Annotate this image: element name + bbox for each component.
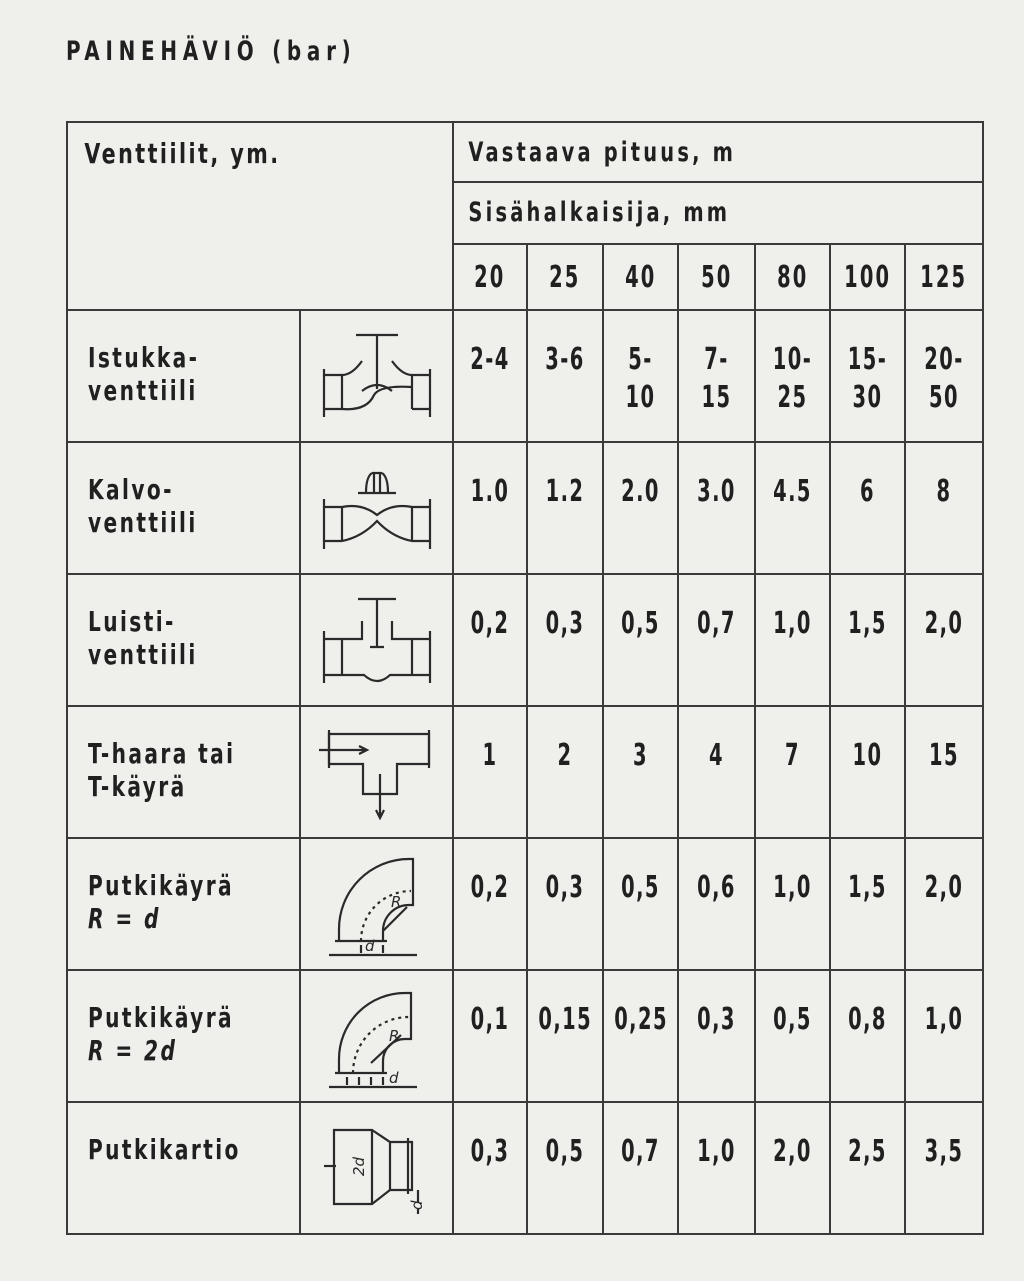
- value-cell: 1,0: [678, 1102, 755, 1234]
- value-cell: 0,3: [678, 970, 755, 1102]
- size-header-cell: 100: [830, 244, 905, 310]
- pipe-reducer-icon: [322, 1118, 432, 1218]
- value-cell: 1,0: [755, 574, 830, 706]
- table-row: [67, 1102, 983, 1234]
- value-cell: 15: [905, 706, 983, 838]
- pressure-loss-table: [66, 121, 984, 1235]
- value-cell: 3-6: [527, 310, 603, 442]
- value-cell: 1,0: [755, 838, 830, 970]
- size-header-cell: 80: [755, 244, 830, 310]
- header-inner-diameter-label: Sisähalkaisija, mm: [468, 197, 731, 228]
- value-cell: 0,3: [453, 1102, 527, 1234]
- fitting-name: Luisti- venttiili: [67, 574, 300, 706]
- value-cell: 0,25: [603, 970, 678, 1102]
- value-cell: 0,7: [678, 574, 755, 706]
- value-cell: 0,2: [453, 574, 527, 706]
- gate-valve-icon: [322, 595, 432, 685]
- value-cell: 1.2: [527, 442, 603, 574]
- value-cell: 2,0: [905, 838, 983, 970]
- diameter-label: d: [364, 937, 375, 955]
- value-cell: 1,0: [905, 970, 983, 1102]
- header-inner-diameter-cell: [453, 182, 983, 244]
- table-row: [67, 442, 983, 574]
- value-cell: 3.0: [678, 442, 755, 574]
- value-cell: 0,3: [527, 838, 603, 970]
- table-row: [67, 574, 983, 706]
- fitting-name: Istukka- venttiili: [67, 310, 300, 442]
- value-cell: 0,5: [603, 574, 678, 706]
- value-cell: 2-4: [453, 310, 527, 442]
- fitting-name: Putkikäyrä R = 2d: [67, 970, 300, 1102]
- size-header-cell: 40: [603, 244, 678, 310]
- table-row: [67, 970, 983, 1102]
- value-cell: 1.0: [453, 442, 527, 574]
- header-fittings-label: Venttiilit, ym.: [84, 137, 281, 170]
- value-cell: 0,5: [527, 1102, 603, 1234]
- value-cell: 5- 10: [603, 310, 678, 442]
- value-cell: 4.5: [755, 442, 830, 574]
- diaphragm-valve-icon: [322, 463, 432, 553]
- value-cell: 0,6: [678, 838, 755, 970]
- value-cell: 3,5: [905, 1102, 983, 1234]
- value-cell: 0,2: [453, 838, 527, 970]
- value-cell: 7: [755, 706, 830, 838]
- size-header-cell: 20: [453, 244, 527, 310]
- page-title: PAINEHÄVIÖ (bar): [66, 36, 357, 67]
- radius-label: R: [388, 1027, 399, 1045]
- fitting-name: Kalvo- venttiili: [67, 442, 300, 574]
- value-cell: 10: [830, 706, 905, 838]
- size-header-cell: 125: [905, 244, 983, 310]
- value-cell: 15- 30: [830, 310, 905, 442]
- value-cell: 0,8: [830, 970, 905, 1102]
- value-cell: 1: [453, 706, 527, 838]
- pressure-loss-table-wrap: [66, 121, 982, 1229]
- value-cell: 4: [678, 706, 755, 838]
- value-cell: 0,1: [453, 970, 527, 1102]
- diameter-label: d: [407, 1200, 426, 1210]
- value-cell: 0,5: [755, 970, 830, 1102]
- value-cell: 7- 15: [678, 310, 755, 442]
- pipe-bend-r-d-icon: [327, 849, 427, 959]
- pipe-bend-r-2d-icon: [327, 981, 427, 1091]
- header-equivalent-length-cell: [453, 122, 983, 182]
- value-cell: 8: [905, 442, 983, 574]
- radius-label: R: [390, 893, 401, 911]
- value-cell: 2,0: [905, 574, 983, 706]
- value-cell: 2.0: [603, 442, 678, 574]
- value-cell: 1,5: [830, 574, 905, 706]
- table-row: [67, 310, 983, 442]
- value-cell: 3: [603, 706, 678, 838]
- value-cell: 0,5: [603, 838, 678, 970]
- table-row: [67, 838, 983, 970]
- value-cell: 0,3: [527, 574, 603, 706]
- fitting-name: Putkikartio: [67, 1102, 300, 1234]
- double-diameter-label: 2d: [349, 1156, 368, 1176]
- fitting-name: Putkikäyrä R = d: [67, 838, 300, 970]
- value-cell: 0,15: [527, 970, 603, 1102]
- value-cell: 2: [527, 706, 603, 838]
- tee-branch-icon: [317, 724, 437, 820]
- value-cell: 0,7: [603, 1102, 678, 1234]
- value-cell: 1,5: [830, 838, 905, 970]
- value-cell: 2,0: [755, 1102, 830, 1234]
- size-header-cell: 50: [678, 244, 755, 310]
- table-row: [67, 706, 983, 838]
- header-equivalent-length-label: Vastaava pituus, m: [468, 137, 737, 168]
- header-fittings-cell: [67, 122, 453, 310]
- value-cell: 6: [830, 442, 905, 574]
- diameter-label: d: [388, 1069, 399, 1087]
- value-cell: 10- 25: [755, 310, 830, 442]
- fitting-name: T-haara tai T-käyrä: [67, 706, 300, 838]
- value-cell: 2,5: [830, 1102, 905, 1234]
- globe-valve-icon: [322, 331, 432, 421]
- size-header-cell: 25: [527, 244, 603, 310]
- value-cell: 20- 50: [905, 310, 983, 442]
